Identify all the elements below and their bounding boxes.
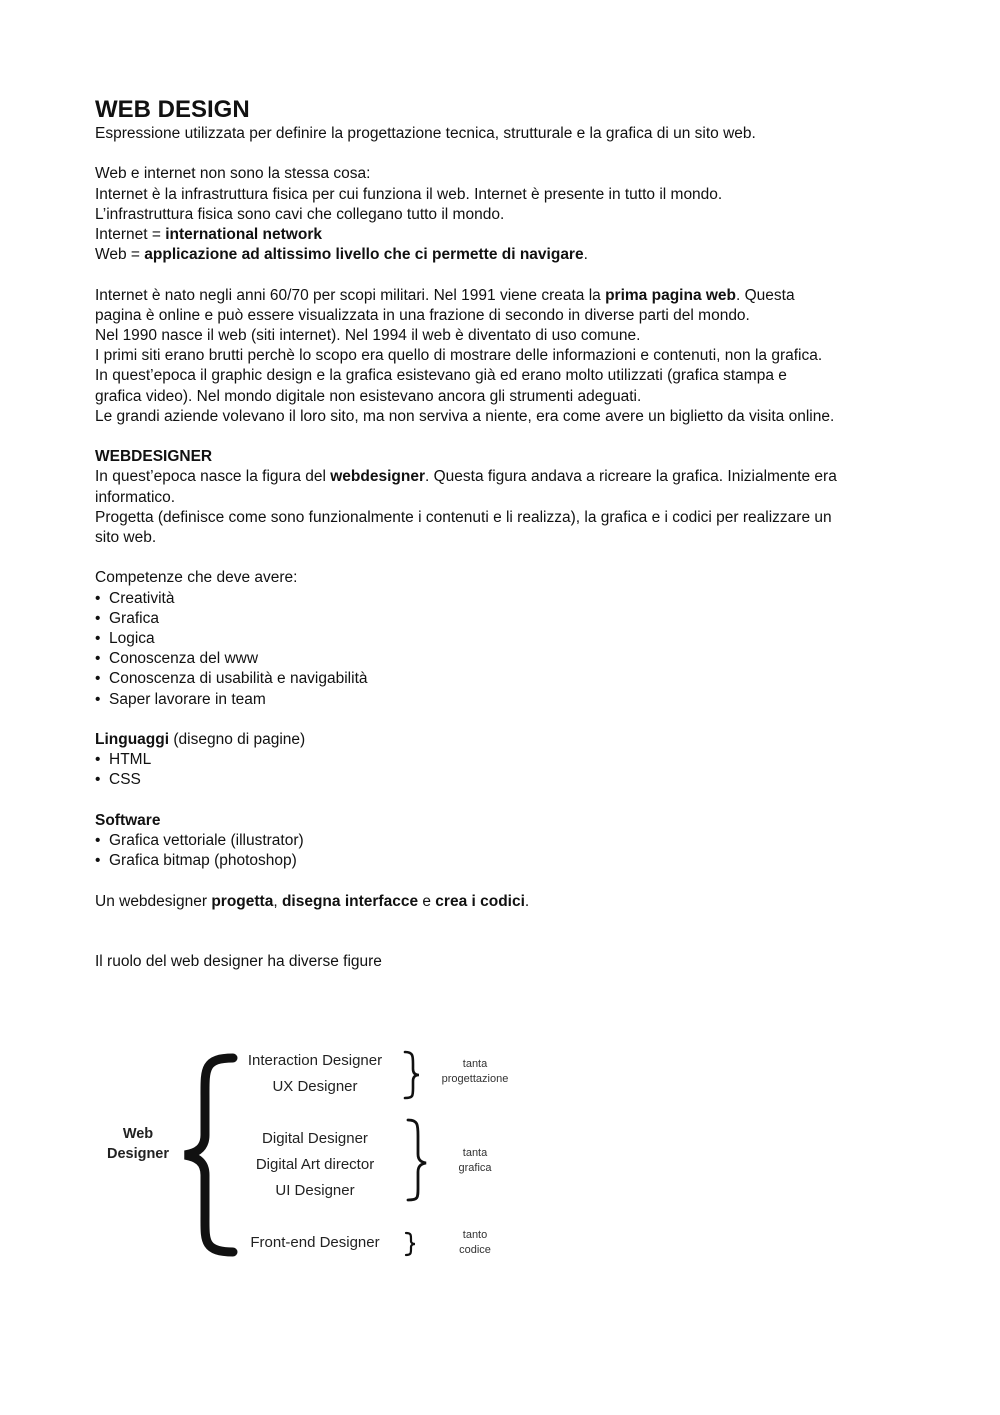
history-line-4: I primi siti erano brutti perchè lo scopo era quello di mostrare delle informazioni e contenuti, non la grafica.: [95, 347, 823, 365]
bullet-icon: •: [95, 751, 101, 769]
webdesigner-line-1: [95, 467, 925, 487]
brace-group-1-icon: [405, 1052, 419, 1098]
skill-label: Conoscenza del www: [109, 650, 259, 668]
history-line-1-pre: Internet è nato negli anni 60/70 per scopi militari. Nel 1991 viene creata la: [95, 286, 606, 304]
brace-group-3-icon: [406, 1233, 415, 1255]
history-line-2: pagina è online e può essere visualizzata in una frazione di secondo in diverse parti del mondo.: [95, 306, 750, 324]
web-internet-line-2: Internet è la infrastruttura fisica per cui funziona il web. Internet è presente in tutto il mondo.: [95, 185, 723, 203]
summary-pre: Un webdesigner: [95, 892, 212, 910]
history-line-1: [95, 286, 925, 306]
skill-label: Grafica: [109, 609, 159, 627]
role-digital-designer: Digital Designer: [262, 1130, 368, 1147]
internet-definition-bold: international network: [165, 226, 322, 243]
diagram-group-2-note: [425, 1146, 525, 1176]
webdesigner-heading-text: WEBDESIGNER: [95, 448, 213, 466]
webdesigner-line-1-post: . Questa figura andava a ricreare la grafica. Inizialmente era: [425, 468, 837, 486]
bullet-icon: •: [95, 832, 101, 850]
summary-sentence: [95, 892, 925, 912]
list-item: [95, 609, 925, 629]
web-definition: [95, 245, 925, 265]
software-label: Grafica bitmap (photoshop): [109, 852, 297, 870]
bullet-icon: •: [95, 589, 101, 607]
brace-group-2-icon: [408, 1120, 426, 1200]
web-designer-roles-diagram: [95, 1040, 535, 1270]
history-line-7: Le grandi aziende volevano il loro sito, ma non serviva a niente, era come avere un biglietto da visita online.: [95, 407, 835, 425]
webdesigner-heading: [95, 447, 925, 467]
history-line-1-post: . Questa: [736, 286, 795, 304]
history-section: [95, 286, 925, 427]
list-item: [95, 770, 925, 790]
note-1-line-2: progettazione: [441, 1073, 509, 1085]
summary-bold-3: crea i codici: [435, 892, 525, 910]
diagram-root-label: [95, 1124, 181, 1164]
languages-section: [95, 730, 925, 791]
list-item: [95, 629, 925, 649]
diagram-root-line-1: Web: [122, 1126, 154, 1142]
bullet-icon: •: [95, 609, 101, 627]
list-item: [95, 589, 925, 609]
diagram-group-1-note: [425, 1057, 525, 1087]
software-heading-text: Software: [95, 811, 161, 829]
list-item: [95, 831, 925, 851]
role-digital-art-director: Digital Art director: [255, 1156, 375, 1173]
webdesigner-line-4: sito web.: [95, 529, 157, 547]
webdesigner-line-3: Progetta (definisce come sono funzionalmente i contenuti e li realizza), la grafica e i codici per realizzare un: [95, 508, 832, 526]
role-front-end-designer: Front-end Designer: [250, 1234, 380, 1251]
note-2-line-1: tanta: [462, 1147, 488, 1159]
role-ux-designer: UX Designer: [272, 1078, 358, 1095]
list-item: [95, 690, 925, 710]
languages-heading: [95, 730, 925, 750]
intro-text: Espressione utilizzata per definire la progettazione tecnica, strutturale e la grafica di un sito web.: [95, 125, 756, 142]
web-internet-line-1: Web e internet non sono la stessa cosa:: [95, 165, 371, 183]
summary-sep-1: ,: [273, 892, 282, 910]
skill-label: Saper lavorare in team: [109, 690, 266, 708]
language-label: HTML: [109, 751, 152, 769]
document-page: [95, 96, 925, 972]
skills-list: [95, 589, 925, 710]
history-line-1-bold: prima pagina web: [605, 286, 737, 304]
summary-sep-2: e: [418, 892, 436, 910]
diagram-group-2-roles: [235, 1126, 395, 1204]
languages-heading-bold: Linguaggi: [95, 731, 170, 749]
role-interaction-designer: Interaction Designer: [247, 1052, 383, 1069]
note-1-line-1: tanta: [462, 1058, 488, 1070]
roles-intro: Il ruolo del web designer ha diverse figure: [95, 953, 382, 971]
diagram-group-1-roles: [235, 1048, 395, 1100]
summary-bold-1: progetta: [211, 892, 274, 910]
list-item: [95, 649, 925, 669]
list-item: [95, 750, 925, 770]
list-item: [95, 851, 925, 871]
bullet-icon: •: [95, 852, 101, 870]
internet-definition: [95, 225, 925, 245]
languages-heading-post: (disegno di pagine): [169, 731, 306, 749]
note-2-line-2: grafica: [458, 1162, 492, 1174]
history-line-5: In quest’epoca il graphic design e la grafica esistevano già ed erano molto utilizzati (grafica stampa e: [95, 367, 787, 385]
software-list: [95, 831, 925, 871]
history-line-6: grafica video). Nel mondo digitale non esistevano ancora gli strumenti adeguati.: [95, 387, 642, 405]
summary-post: .: [524, 892, 530, 910]
software-heading: [95, 811, 925, 831]
document-title: WEB DESIGN: [95, 96, 250, 123]
skill-label: Logica: [109, 630, 155, 648]
bullet-icon: •: [95, 650, 101, 668]
list-item: [95, 669, 925, 689]
summary-bold-2: disegna interfacce: [281, 892, 419, 910]
webdesigner-line-2: informatico.: [95, 488, 176, 506]
software-label: Grafica vettoriale (illustrator): [109, 832, 304, 850]
note-3-line-2: codice: [459, 1244, 491, 1256]
web-definition-bold: applicazione ad altissimo livello che ci permette di navigare: [144, 246, 584, 264]
web-definition-end: .: [583, 246, 588, 264]
internet-definition-label: Internet =: [95, 226, 166, 243]
skills-heading: Competenze che deve avere:: [95, 569, 298, 587]
diagram-group-3-note: [425, 1228, 525, 1258]
bullet-icon: •: [95, 670, 101, 688]
webdesigner-line-1-pre: In quest’epoca nasce la figura del: [95, 468, 331, 486]
language-label: CSS: [109, 771, 141, 789]
big-brace-icon: [185, 1058, 233, 1252]
skill-label: Creatività: [109, 589, 175, 607]
bullet-icon: •: [95, 630, 101, 648]
webdesigner-line-1-bold: webdesigner: [330, 468, 425, 486]
skill-label: Conoscenza di usabilità e navigabilità: [109, 670, 368, 688]
role-ui-designer: UI Designer: [275, 1182, 355, 1199]
web-internet-section: [95, 164, 925, 265]
bullet-icon: •: [95, 690, 101, 708]
diagram-group-3-roles: [235, 1230, 395, 1256]
bullet-icon: •: [95, 771, 101, 789]
languages-list: [95, 750, 925, 790]
webdesigner-section: [95, 447, 925, 548]
skills-section: [95, 568, 925, 709]
software-section: [95, 811, 925, 872]
diagram-root-line-2: Designer: [106, 1146, 170, 1162]
note-3-line-1: tanto: [462, 1229, 488, 1241]
web-internet-line-3: L’infrastruttura fisica sono cavi che collegano tutto il mondo.: [95, 205, 505, 223]
web-definition-label: Web =: [95, 246, 145, 264]
history-line-3: Nel 1990 nasce il web (siti internet). Nel 1994 il web è diventato di uso comune.: [95, 327, 641, 344]
